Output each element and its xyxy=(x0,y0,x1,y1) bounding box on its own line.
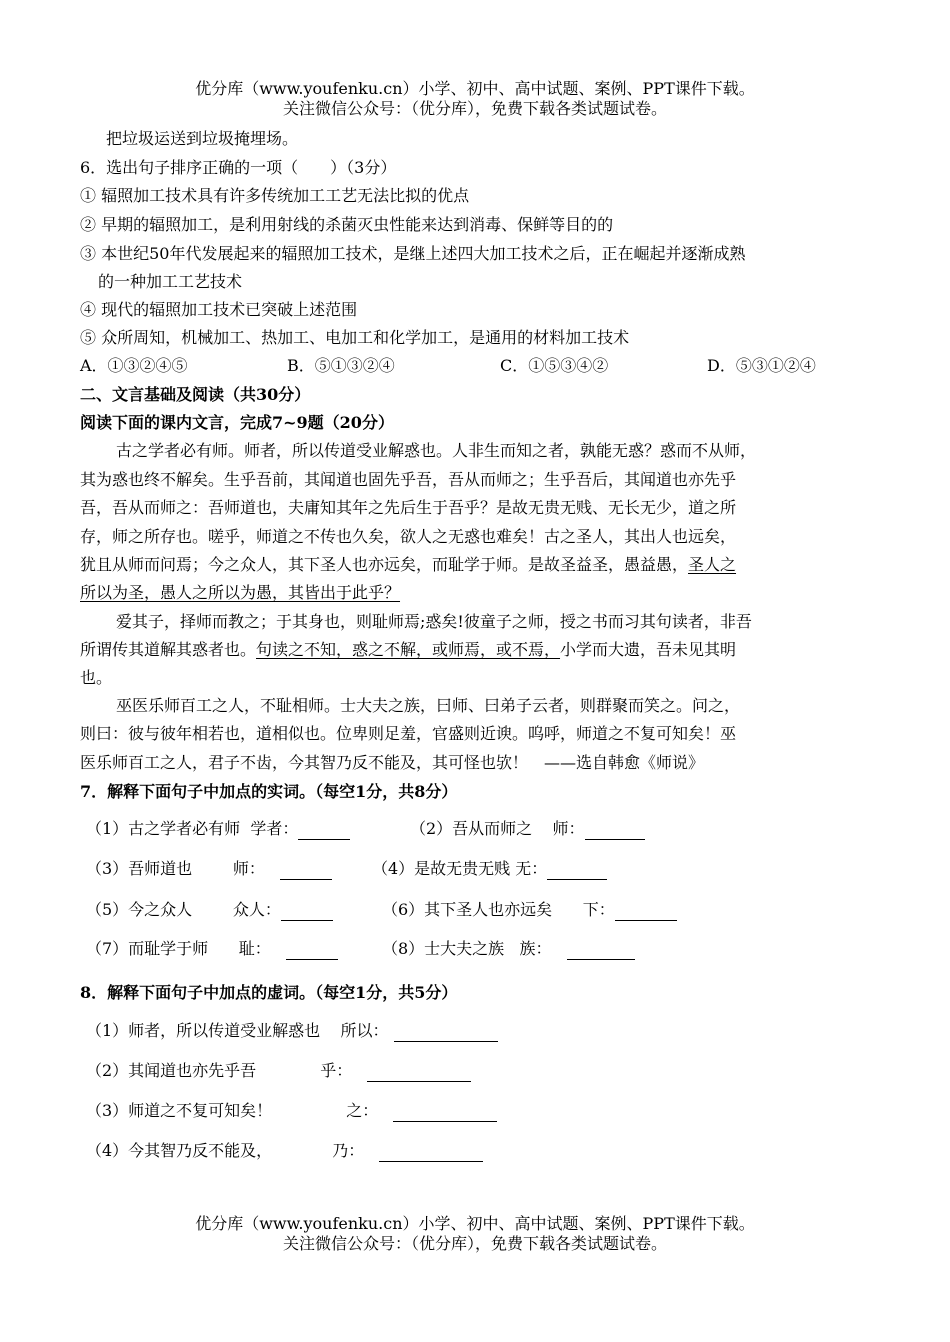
passage-p2-line-2-tail: 小学而大遗，吾未见其明 xyxy=(560,640,737,659)
passage-p2-line-3: 也。 xyxy=(80,668,113,687)
footer-line-2: 关注微信公众号：（优分库），免费下载各类试题试卷。 xyxy=(282,1234,667,1253)
answer-blank[interactable] xyxy=(615,904,677,921)
answer-blank[interactable] xyxy=(286,943,338,960)
q8-item-2-sentence: （2）其闻道也亦先乎吾 xyxy=(86,1061,257,1080)
q8-item-4 xyxy=(86,1140,483,1162)
q7-item-3-word: 师： xyxy=(232,859,265,878)
q7-item-2-sentence: （2）吾从而师之 xyxy=(410,819,533,838)
section-2-intro: 阅读下面的课内文言，完成7~9题（20分） xyxy=(80,413,394,432)
answer-blank[interactable] xyxy=(393,1105,497,1122)
passage-p2-line-2 xyxy=(80,639,736,661)
passage-p3-line-2: 则曰：彼与彼年相若也，道相似也。位卑则足羞，官盛则近谀。呜呼，师道之不复可知矣！巫 xyxy=(80,724,737,743)
passage-p3-line-3: 医乐师百工之人，君子不齿，今其智乃反不能及，其可怪也欤！ ——选自韩愈《师说》 xyxy=(80,753,705,772)
passage-p1-line-5-text: 犹且从师而问焉；今之众人，其下圣人也亦远矣，而耻学于师。是故圣益圣，愚益愚， xyxy=(80,555,689,574)
q6-option-c: C．①⑤③④② xyxy=(500,356,609,375)
q6-item-3: ③ 本世纪50年代发展起来的辐照加工技术，是继上述四大加工技术之后，正在崛起并逐渐成熟 xyxy=(80,244,746,263)
passage-p1-line-1: 古之学者必有师。师者，所以传道受业解惑也。人非生而知之者，孰能无惑？惑而不从师， xyxy=(116,441,757,460)
passage-p2-line-2-text: 所谓传其道解其惑者也。 xyxy=(80,640,257,659)
q6-option-a: A．①③②④⑤ xyxy=(80,356,188,375)
q7-item-8-sentence: （8）士大夫之族 xyxy=(382,939,505,958)
section-2-title: 二、文言基础及阅读（共30分） xyxy=(80,385,311,404)
answer-blank[interactable] xyxy=(379,1145,483,1162)
q8-title: 8．解释下面句子中加点的虚词。（每空1分，共5分） xyxy=(80,983,458,1002)
passage-p1-line-3: 吾，吾从而师之：吾师道也，夫庸知其年之先后生于吾乎？是故无贵无贱、无长无少，道之所 xyxy=(80,498,737,517)
q6-stem: 6．选出句子排序正确的一项（ ）（3分） xyxy=(80,158,397,177)
q6-item-5: ⑤ 众所周知，机械加工、热加工、电加工和化学加工，是通用的材料加工技术 xyxy=(80,328,630,347)
q7-title: 7．解释下面句子中加点的实词。（每空1分，共8分） xyxy=(80,782,458,801)
q7-item-2-word: 师： xyxy=(552,819,585,838)
answer-blank[interactable] xyxy=(298,823,350,840)
q7-item-5 xyxy=(86,899,333,921)
q8-item-1-word: 所以： xyxy=(340,1021,389,1040)
q7-item-1-word: 学者： xyxy=(250,819,299,838)
q7-item-2 xyxy=(410,818,645,840)
q7-item-3 xyxy=(86,858,332,880)
q8-item-4-sentence: （4）今其智乃反不能及， xyxy=(86,1141,273,1160)
q6-item-2: ② 早期的辐照加工，是利用射线的杀菌灭虫性能来达到消毒、保鲜等目的的 xyxy=(80,215,614,234)
q7-item-5-sentence: （5）今之众人 xyxy=(86,900,193,919)
q7-item-4 xyxy=(372,858,607,880)
q7-item-6-sentence: （6）其下圣人也亦远矣 xyxy=(382,900,553,919)
q8-item-1 xyxy=(86,1020,498,1042)
q7-item-6 xyxy=(382,899,677,921)
q8-item-3-word: 之： xyxy=(346,1101,379,1120)
passage-p1-line-2: 其为惑也终不解矣。生乎吾前，其闻道也固先乎吾，吾从而师之；生乎吾后，其闻道也亦先乎 xyxy=(80,470,737,489)
answer-blank[interactable] xyxy=(281,904,333,921)
answer-blank[interactable] xyxy=(367,1065,471,1082)
q8-item-3 xyxy=(86,1100,497,1122)
q7-item-4-word: 无： xyxy=(515,859,548,878)
q7-item-3-sentence: （3）吾师道也 xyxy=(86,859,193,878)
answer-blank[interactable] xyxy=(280,863,332,880)
q7-item-8-word: 族： xyxy=(519,939,552,958)
underlined-sentence-1-end: 所以为圣，愚人之所以为愚，其皆出于此乎？ xyxy=(80,583,401,602)
q8-item-1-sentence: （1）师者，所以传道受业解惑也 xyxy=(86,1021,321,1040)
passage-p1-line-5 xyxy=(80,554,736,576)
q8-item-2-word: 乎： xyxy=(320,1061,353,1080)
q8-item-4-word: 乃： xyxy=(332,1141,365,1160)
q7-item-1-sentence: （1）古之学者必有师 xyxy=(86,819,241,838)
q6-item-1: ① 辐照加工技术具有许多传统加工工艺无法比拟的优点 xyxy=(80,186,470,205)
passage-p1-line-4: 存，师之所存也。嗟乎，师道之不传也久矣，欲人之无惑也难矣！古之圣人，其出人也远矣， xyxy=(80,527,737,546)
answer-blank[interactable] xyxy=(394,1025,498,1042)
q8-item-2 xyxy=(86,1060,471,1082)
q6-item-3-cont: 的一种加工工艺技术 xyxy=(98,272,243,291)
header-line-1: 优分库（www.youfenku.cn）小学、初中、高中试题、案例、PPT课件下载。 xyxy=(195,79,755,98)
q7-item-5-word: 众人： xyxy=(232,900,281,919)
q7-item-8 xyxy=(382,938,635,960)
underlined-sentence-1-start: 圣人之 xyxy=(688,555,737,574)
q7-item-1 xyxy=(86,818,350,840)
passage-p2-line-1: 爱其子，择师而教之；于其身也，则耻师焉;惑矣!彼童子之师，授之书而习其句读者，非吾 xyxy=(116,612,752,631)
q7-item-4-sentence: （4）是故无贵无贱 xyxy=(372,859,511,878)
passage-p3-line-1: 巫医乐师百工之人，不耻相师。士大夫之族，曰师、曰弟子云者，则群聚而笑之。问之， xyxy=(116,696,741,715)
q7-item-7 xyxy=(86,938,338,960)
q7-item-6-word: 下： xyxy=(582,900,615,919)
q6-option-d: D．⑤③①②④ xyxy=(707,356,816,375)
q8-item-3-sentence: （3）师道之不复可知矣！ xyxy=(86,1101,273,1120)
footer-line-1: 优分库（www.youfenku.cn）小学、初中、高中试题、案例、PPT课件下载。 xyxy=(195,1214,755,1233)
q7-item-7-word: 耻： xyxy=(238,939,271,958)
q7-item-7-sentence: （7）而耻学于师 xyxy=(86,939,209,958)
answer-blank[interactable] xyxy=(567,943,635,960)
answer-blank[interactable] xyxy=(585,823,645,840)
q6-option-b: B．⑤①③②④ xyxy=(287,356,395,375)
underlined-sentence-2: 句读之不知，惑之不解，或师焉，或不焉， xyxy=(256,640,561,659)
q6-item-4: ④ 现代的辐照加工技术已突破上述范围 xyxy=(80,300,358,319)
answer-blank[interactable] xyxy=(547,863,607,880)
q5-tail: 把垃圾运送到垃圾掩埋场。 xyxy=(106,129,299,148)
header-line-2: 关注微信公众号：（优分库），免费下载各类试题试卷。 xyxy=(282,99,667,118)
